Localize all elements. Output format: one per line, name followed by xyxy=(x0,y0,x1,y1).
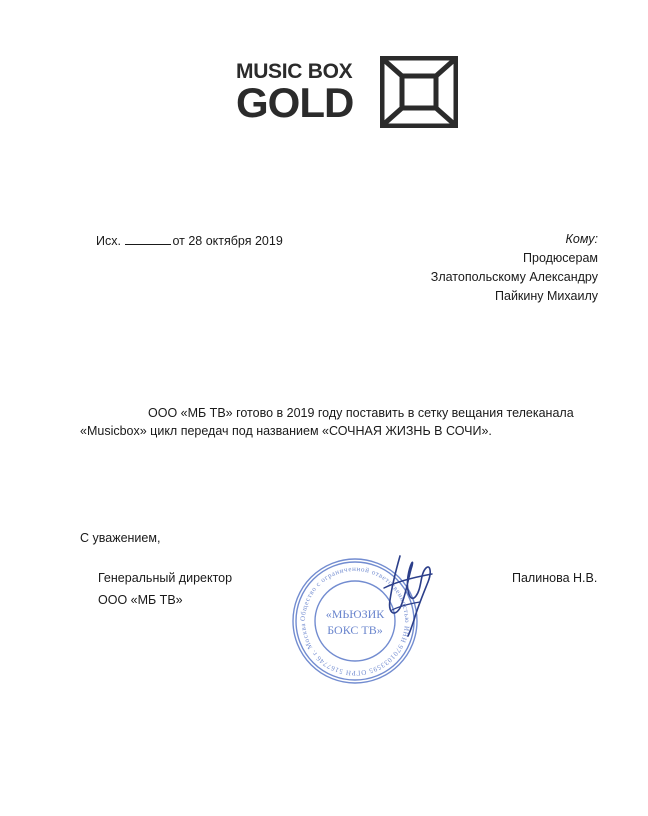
logo-text-line2: GOLD xyxy=(236,79,354,126)
reference-prefix: Исх. xyxy=(96,234,121,248)
letter-body xyxy=(80,404,576,440)
recipient-line: Пайкину Михаилу xyxy=(495,289,598,303)
reference-number-blank xyxy=(125,233,171,245)
reference-date: от 28 октября 2019 xyxy=(172,234,283,248)
recipient-block xyxy=(431,231,598,304)
stamp-center-line1: «МЬЮЗИК xyxy=(325,607,385,621)
reference-line xyxy=(96,233,283,249)
recipient-line: Златопольскому Александру xyxy=(430,270,598,284)
body-line: ООО «МБ ТВ» готово в 2019 году поставить в сетку вещания телеканала xyxy=(148,406,574,420)
handwritten-signature xyxy=(370,548,440,638)
closing-regards: С уважением, xyxy=(80,531,161,545)
stamp-center-line2: БОКС ТВ» xyxy=(327,623,383,637)
recipient-label: Кому: xyxy=(565,232,598,246)
music-box-gold-logo xyxy=(236,56,462,128)
recipient-line: Продюсерам xyxy=(523,251,598,265)
stamp-ring-text: Общество с ограниченной ответственностью ИНН 9701033595 ОГРН 5167746 г. Москва xyxy=(298,564,412,678)
logo-text-line1: MUSIC BOX xyxy=(236,60,353,83)
signer-name: Палинова Н.В. xyxy=(512,571,598,585)
signer-position: Генеральный директор xyxy=(98,571,233,585)
signer-organization: ООО «МБ ТВ» xyxy=(98,593,183,607)
body-line: «Musicbox» цикл передач под названием «СОЧНАЯ ЖИЗНЬ В СОЧИ». xyxy=(80,424,492,438)
logo-mark-icon xyxy=(380,56,458,128)
